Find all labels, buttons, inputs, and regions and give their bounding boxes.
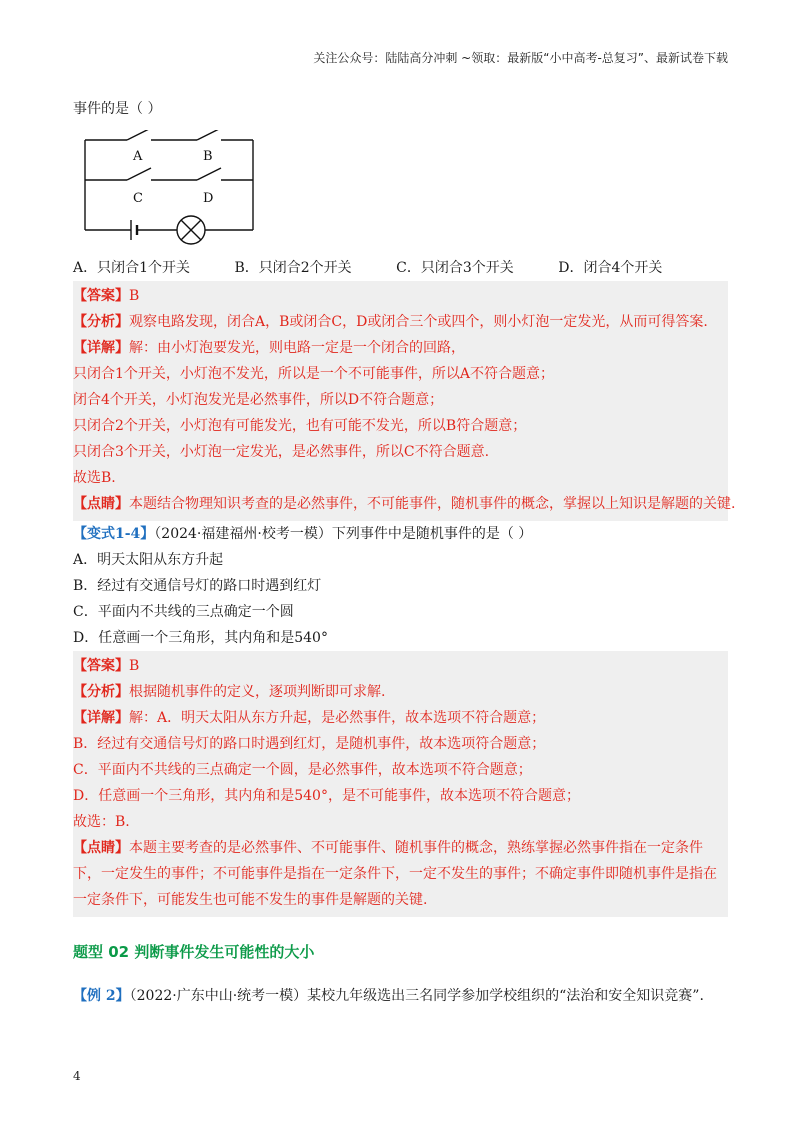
detail-line: C．平面内不共线的三点确定一个圆，是必然事件，故本选项不符合题意； — [73, 762, 532, 778]
option-c: C．平面内不共线的三点确定一个圆 — [73, 604, 294, 620]
detail-line: B．经过有交通信号灯的路口时遇到红灯，是随机事件，故本选项符合题意； — [73, 736, 546, 752]
option-d: D．任意画一个三角形，其内角和是540° — [73, 630, 328, 646]
option-a: A．只闭合1个开关 — [73, 260, 191, 276]
option-a: A．明天太阳从东方升起 — [73, 552, 224, 568]
detail-line: D．任意画一个三角形，其内角和是540°，是不可能事件，故本选项不符合题意； — [73, 788, 580, 804]
detail-line: 故选：B. — [73, 814, 130, 830]
detail-line: 故选B. — [73, 470, 116, 486]
detail-first: 解：A．明天太阳从东方升起，是必然事件，故本选项不符合题意； — [129, 710, 546, 726]
example-source: （2022·广东中山·统考一模） — [129, 988, 308, 1004]
example-stem: 某校九年级选出三名同学参加学校组织的“法治和安全知识竞赛”. — [307, 988, 704, 1004]
page-header: 关注公众号：陆陆高分冲刺 ~领取：最新版“小中高考-总复习”、最新试卷下载 — [313, 51, 728, 65]
comment-text: 本题结合物理知识考查的是必然事件，不可能事件，随机事件的概念，掌握以上知识是解题的关键. — [129, 496, 736, 512]
comment-text: 本题主要考查的是必然事件、不可能事件、随机事件的概念，熟练掌握必然事件指在一定条件下，一定发生的事件；不可能事件是指在一定条件下，一定不发生的事件；不确定事件即随机事件是指在一定条件下，可能发生也可能不发生的事件是解题的关键. — [73, 840, 717, 908]
page-content — [73, 96, 736, 1009]
analysis-tag: 【分析】 — [73, 684, 129, 700]
detail-line: 只闭合1个开关，小灯泡不发光，所以是一个不可能事件，所以A不符合题意； — [73, 366, 555, 382]
comment-tag: 【点睛】 — [73, 496, 129, 512]
q1-solution-box — [73, 281, 736, 521]
detail-first: 解：由小灯泡要发光，则电路一定是一个闭合的回路， — [129, 340, 465, 356]
section-title: 题型 02 判断事件发生可能性的大小 — [73, 943, 315, 961]
page-number: 4 — [73, 1069, 81, 1083]
q2-source: （2024·福建福州·校考一模） — [154, 526, 332, 542]
q2-stem — [73, 521, 728, 547]
answer-tag: 【答案】 — [73, 658, 129, 674]
option-b: B．只闭合2个开关 — [234, 260, 352, 276]
q2-solution-box — [73, 651, 728, 917]
answer-tag: 【答案】 — [73, 288, 129, 304]
q2-stem-text: 下列事件中是随机事件的是（ ） — [331, 526, 533, 542]
comment-tag: 【点睛】 — [73, 840, 129, 856]
analysis-text: 根据随机事件的定义，逐项判断即可求解. — [129, 684, 386, 700]
analysis-tag: 【分析】 — [73, 314, 129, 330]
answer-text: B — [129, 658, 140, 674]
q1-options — [73, 255, 728, 281]
option-c: C．只闭合3个开关 — [396, 260, 514, 276]
switch-label-c: C — [133, 191, 143, 206]
switch-label-a: A — [133, 149, 143, 164]
detail-line: 闭合4个开关，小灯泡发光是必然事件，所以D不符合题意； — [73, 392, 444, 408]
switch-label-d: D — [203, 191, 214, 206]
circuit-diagram — [79, 130, 259, 245]
option-b: B．经过有交通信号灯的路口时遇到红灯 — [73, 578, 322, 594]
switch-label-b: B — [203, 149, 213, 164]
detail-tag: 【详解】 — [73, 710, 129, 726]
detail-line: 只闭合3个开关，小灯泡一定发光，是必然事件，所以C不符合题意. — [73, 444, 490, 460]
example-tag: 【例 2】 — [73, 988, 130, 1004]
analysis-text: 观察电路发现，闭合A，B或闭合C，D或闭合三个或四个，则小灯泡一定发光，从而可得答案. — [129, 314, 708, 330]
detail-tag: 【详解】 — [73, 340, 129, 356]
option-d: D．闭合4个开关 — [558, 260, 663, 276]
detail-line: 只闭合2个开关，小灯泡有可能发光，也有可能不发光，所以B符合题意； — [73, 418, 527, 434]
example-2 — [73, 983, 728, 1009]
variant-tag: 【变式1-4】 — [73, 526, 155, 542]
question-stem-tail: 事件的是（ ） — [73, 101, 162, 117]
answer-text: B — [129, 288, 140, 304]
